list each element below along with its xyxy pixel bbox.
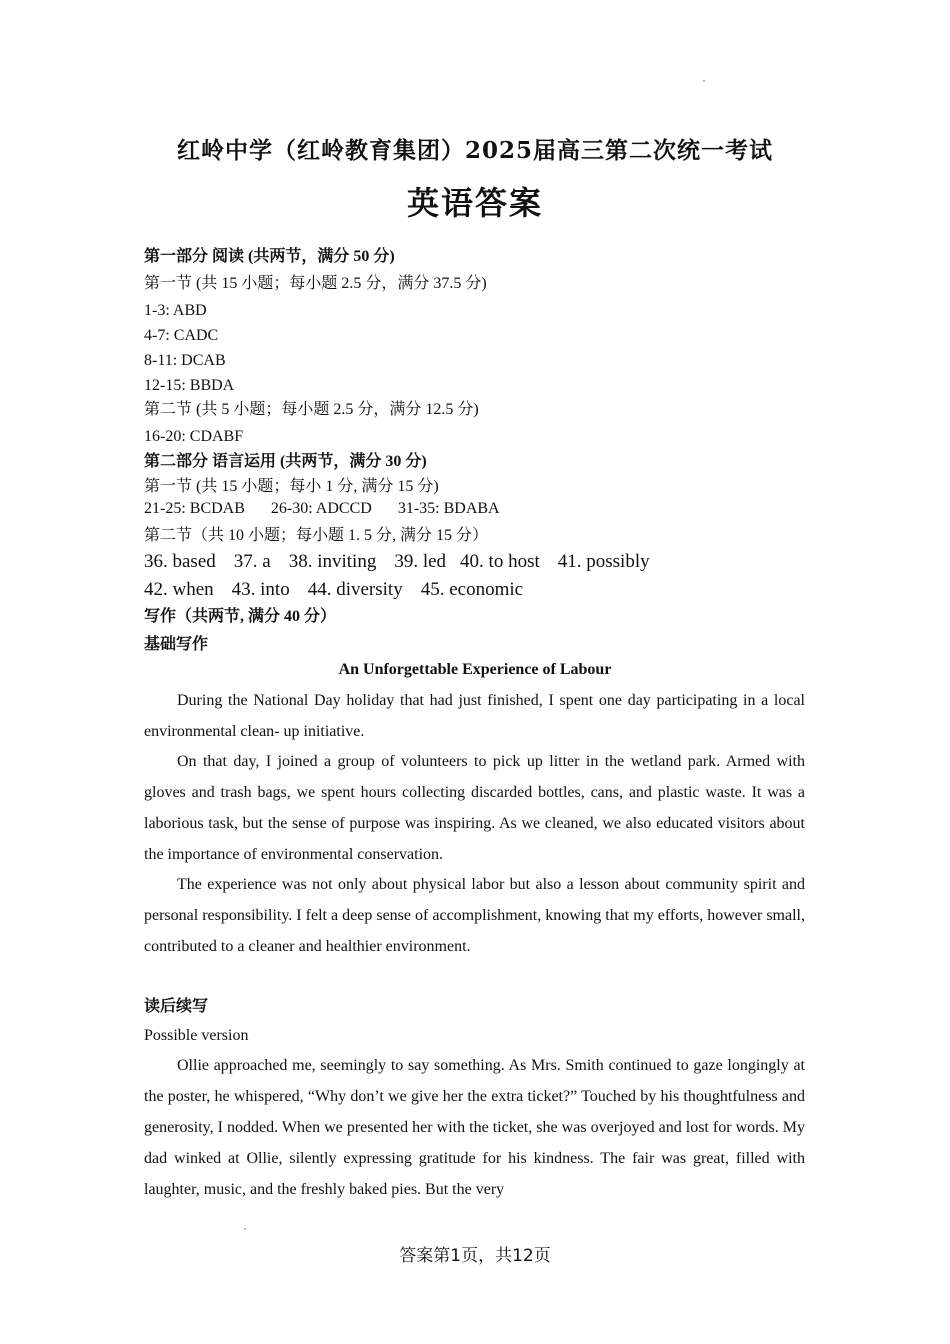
essay-paragraph: During the National Day holiday that had just finished, I spent one day participating in a local environmental clean- up initiative. (144, 692, 805, 740)
answer-item: 21-25: BCDAB (144, 500, 245, 517)
part2-sec2-heading: 第二节（共 10 小题；每小题 1. 5 分, 满分 15 分） (144, 527, 489, 544)
fill-answer: 42. when (144, 579, 214, 600)
part2-heading: 第二部分 语言运用 (共两节，满分 30 分) (144, 453, 427, 470)
continuation-heading: 读后续写 (144, 998, 209, 1015)
answer-line: 8-11: DCAB (144, 352, 226, 369)
answer-line: 12-15: BBDA (144, 377, 235, 394)
fill-answer: 41. possibly (557, 551, 650, 572)
answer-item: 31-35: BDABA (397, 500, 500, 517)
part1-sec2-heading: 第二节 (共 5 小题；每小题 2.5 分，满分 12.5 分) (144, 401, 479, 418)
exam-title: 红岭中学（红岭教育集团）2025届高三第二次统一考试 (176, 137, 773, 164)
fill-answer: 38. inviting (288, 551, 377, 572)
basic-writing-heading: 基础写作 (144, 636, 209, 653)
answer-line: 16-20: CDABF (144, 428, 244, 445)
essay-paragraph: On that day, I joined a group of volunteers to pick up litter in the wetland park. Armed with gloves and trash bags, we spent hours collecting discarded bottles, cans, and plastic waste. It was a laborious task, but the sense of purpose was inspiring. As we cleaned, we also educated visitors about the importance of environmental conservation. (144, 753, 805, 863)
answer-row (144, 499, 500, 519)
exam-subtitle: 英语答案 (406, 184, 543, 222)
part2-sec1-heading: 第一节 (共 15 小题；每小 1 分, 满分 15 分) (144, 478, 439, 495)
possible-version-label: Possible version (144, 1027, 249, 1044)
answer-line: 1-3: ABD (144, 302, 207, 319)
answer-item: 26-30: ADCCD (270, 500, 372, 517)
fill-answer: 39. led (394, 551, 447, 572)
writing-heading: 写作（共两节, 满分 40 分） (144, 608, 337, 625)
part1-heading: 第一部分 阅读 (共两节，满分 50 分) (144, 248, 395, 265)
fill-answer: 44. diversity (307, 579, 403, 600)
part1-sec1-heading: 第一节 (共 15 小题；每小题 2.5 分，满分 37.5 分) (144, 275, 487, 292)
fill-answer: 40. to host (460, 551, 540, 572)
fill-answer-row (144, 580, 523, 600)
scan-speck (244, 1228, 246, 1230)
answer-line: 4-7: CADC (144, 327, 219, 344)
fill-answer: 43. into (231, 579, 290, 600)
essay-paragraph: The experience was not only about physical labor but also a lesson about community spirit and personal responsibility. I felt a deep sense of accomplishment, knowing that my efforts, however small, contributed to a cleaner and healthier environment. (144, 876, 805, 955)
fill-answer: 37. a (233, 551, 271, 572)
continuation-paragraph: Ollie approached me, seemingly to say something. As Mrs. Smith continued to gaze longingly at the poster, he whispered, “Why don’t we give her the extra ticket?” Touched by his thoughtfulness and generosity, I nodded. When we presented her with the ticket, she was overjoyed and lost for words. My dad winked at Ollie, silently expressing gratitude for his kindness. The fair was great, filled with laughter, music, and the freshly baked pies. But the very (144, 1057, 805, 1198)
fill-answer: 36. based (144, 551, 216, 572)
essay-title: An Unforgettable Experience of Labour (338, 661, 612, 678)
fill-answer-row (144, 552, 650, 572)
scan-speck (703, 80, 705, 82)
fill-answer: 45. economic (420, 579, 524, 600)
page-number: 答案第1页，共12页 (399, 1246, 551, 1266)
